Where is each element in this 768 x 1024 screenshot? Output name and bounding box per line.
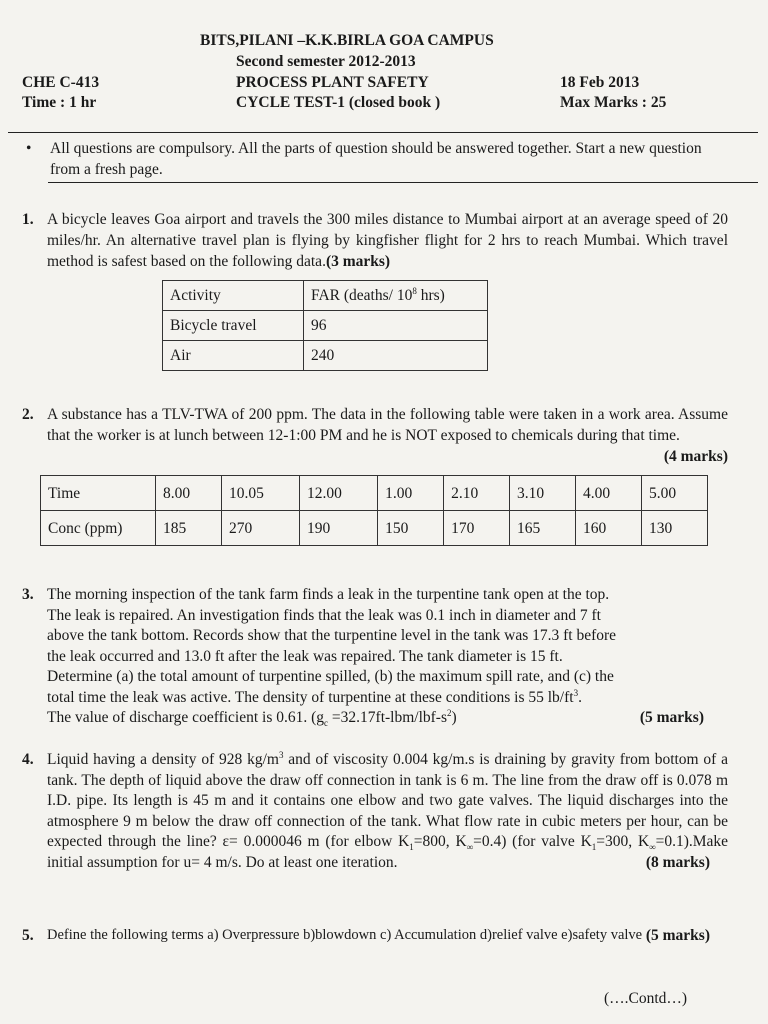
table-row <box>163 281 488 311</box>
question-text: A substance has a TLV-TWA of 200 ppm. The data in the following table were taken in a work area. Assume that the worker is at lunch between 12-1:00 PM and he is NOT exposed to chemicals during that time. <box>47 406 728 444</box>
table-cell: 10.05 <box>221 476 299 511</box>
table-row <box>163 341 488 371</box>
question-4 <box>22 750 728 873</box>
test-name: CYCLE TEST-1 (closed book ) <box>236 94 441 111</box>
instructions <box>22 138 722 180</box>
table-cell: 3.10 <box>510 476 576 511</box>
table-row <box>41 476 708 511</box>
question-line: The morning inspection of the tank farm finds a leak in the turpentine tank open at the top. <box>47 586 610 603</box>
question-2 <box>22 404 728 467</box>
table-cell: 96 <box>304 311 488 341</box>
table-cell: Air <box>163 341 304 371</box>
header-divider <box>8 132 758 133</box>
table-row <box>163 311 488 341</box>
far-table <box>162 280 488 371</box>
table-cell: 170 <box>444 511 510 546</box>
question-text: A bicycle leaves Goa airport and travels the 300 miles distance to Mumbai airport at an average speed of 20 miles/hr. An alternative travel plan is flying by kingfisher flight for 2 hrs to reach Mumbai. Which travel method is safest based on the following data. <box>47 211 728 270</box>
table-cell: 270 <box>221 511 299 546</box>
continued-note: (….Contd…) <box>604 990 688 1007</box>
question-3 <box>22 585 728 729</box>
table-cell: 2.10 <box>444 476 510 511</box>
question-marks: (5 marks) <box>645 927 710 944</box>
question-number: 1. <box>22 211 34 228</box>
table-cell: Bicycle travel <box>163 311 304 341</box>
instructions-text: All questions are compulsory. All the parts of question should be answered together. Start a new question from a fresh page. <box>50 140 702 178</box>
table-row <box>41 511 708 546</box>
question-line: The value of discharge coefficient is 0.61. $(g_c =32.17ft-lbm/lbf-s^2)$ (5 marks) <box>47 707 704 729</box>
question-number: 2. <box>22 406 34 423</box>
table-cell: 130 <box>641 511 707 546</box>
instructions-divider <box>48 182 758 183</box>
question-marks: (3 marks) <box>325 253 391 270</box>
question-text: Liquid having a density of 928 $kg/m^3$ and of viscosity 0.004 kg/m.s is draining by gravity from bottom of a tank. The depth of liquid above the draw off connection in tank is 6 m. The line from the draw off is 0.078 m I.D. pipe. Its length is 45 m and it contains one elbow and two gate valves. The liquid discharges into the atmosphere 9 m below the draw off connection of the tank. What flow rate in cubic meters per hour, can be expected through the line? ε= 0.000046 m (for elbow $K_1=800$, $K_\infty=0.4$) (for valve $K_1=300$, $K_\infty=0.1).Make$ initial assumption for u= 4 m/s. Do at least one iteration. (8 marks) <box>47 750 728 873</box>
question-marks: (4 marks) <box>663 448 728 465</box>
table-cell: 8.00 <box>156 476 222 511</box>
question-number: 5. <box>22 927 34 944</box>
table-header-cell: FAR (deaths/ $10^8$ hrs) <box>304 281 488 311</box>
question-text: Define the following terms a) Overpressure b)blowdown c) Accumulation d)relief valve e)safety valve <box>47 927 643 943</box>
question-5 <box>22 925 728 946</box>
question-1 <box>22 209 728 272</box>
table-header-cell: Conc (ppm) <box>41 511 156 546</box>
institute-title: BITS,PILANI –K.K.BIRLA GOA CAMPUS <box>200 32 494 49</box>
table-cell: 1.00 <box>378 476 444 511</box>
table-header-cell: Activity <box>163 281 304 311</box>
question-line: total time the leak was active. The density of turpentine at these conditions is 55 $lb/ft^3$. <box>47 687 582 706</box>
course-code: CHE C-413 <box>22 74 100 91</box>
question-line: Determine (a) the total amount of turpentine spilled, (b) the maximum spill rate, and (c) the <box>47 668 614 685</box>
max-marks: Max Marks : 25 <box>560 94 667 111</box>
table-cell: 240 <box>304 341 488 371</box>
concentration-table <box>40 475 708 546</box>
course-title: PROCESS PLANT SAFETY <box>236 74 429 91</box>
table-cell: 12.00 <box>300 476 378 511</box>
table-cell: 5.00 <box>641 476 707 511</box>
semester: Second semester 2012-2013 <box>236 53 416 70</box>
table-cell: 185 <box>156 511 222 546</box>
question-line: the leak occurred and 13.0 ft after the leak was repaired. The tank diameter is 15 ft. <box>47 647 563 665</box>
question-line: above the tank bottom. Records show that the turpentine level in the tank was 17.3 ft before <box>47 627 617 644</box>
question-marks: (5 marks) <box>639 709 704 726</box>
table-header-cell: Time <box>41 476 156 511</box>
exam-time: Time : 1 hr <box>22 94 97 111</box>
exam-date: 18 Feb 2013 <box>560 74 640 91</box>
table-cell: 190 <box>300 511 378 546</box>
table-cell: 4.00 <box>576 476 642 511</box>
table-cell: 165 <box>510 511 576 546</box>
table-cell: 160 <box>576 511 642 546</box>
table-cell: 150 <box>378 511 444 546</box>
question-number: 4. <box>22 751 34 768</box>
question-marks: (8 marks) <box>645 853 710 871</box>
question-line: The leak is repaired. An investigation finds that the leak was 0.1 inch in diameter and 7 ft <box>47 606 601 624</box>
question-number: 3. <box>22 586 34 603</box>
bullet: • <box>26 140 32 157</box>
